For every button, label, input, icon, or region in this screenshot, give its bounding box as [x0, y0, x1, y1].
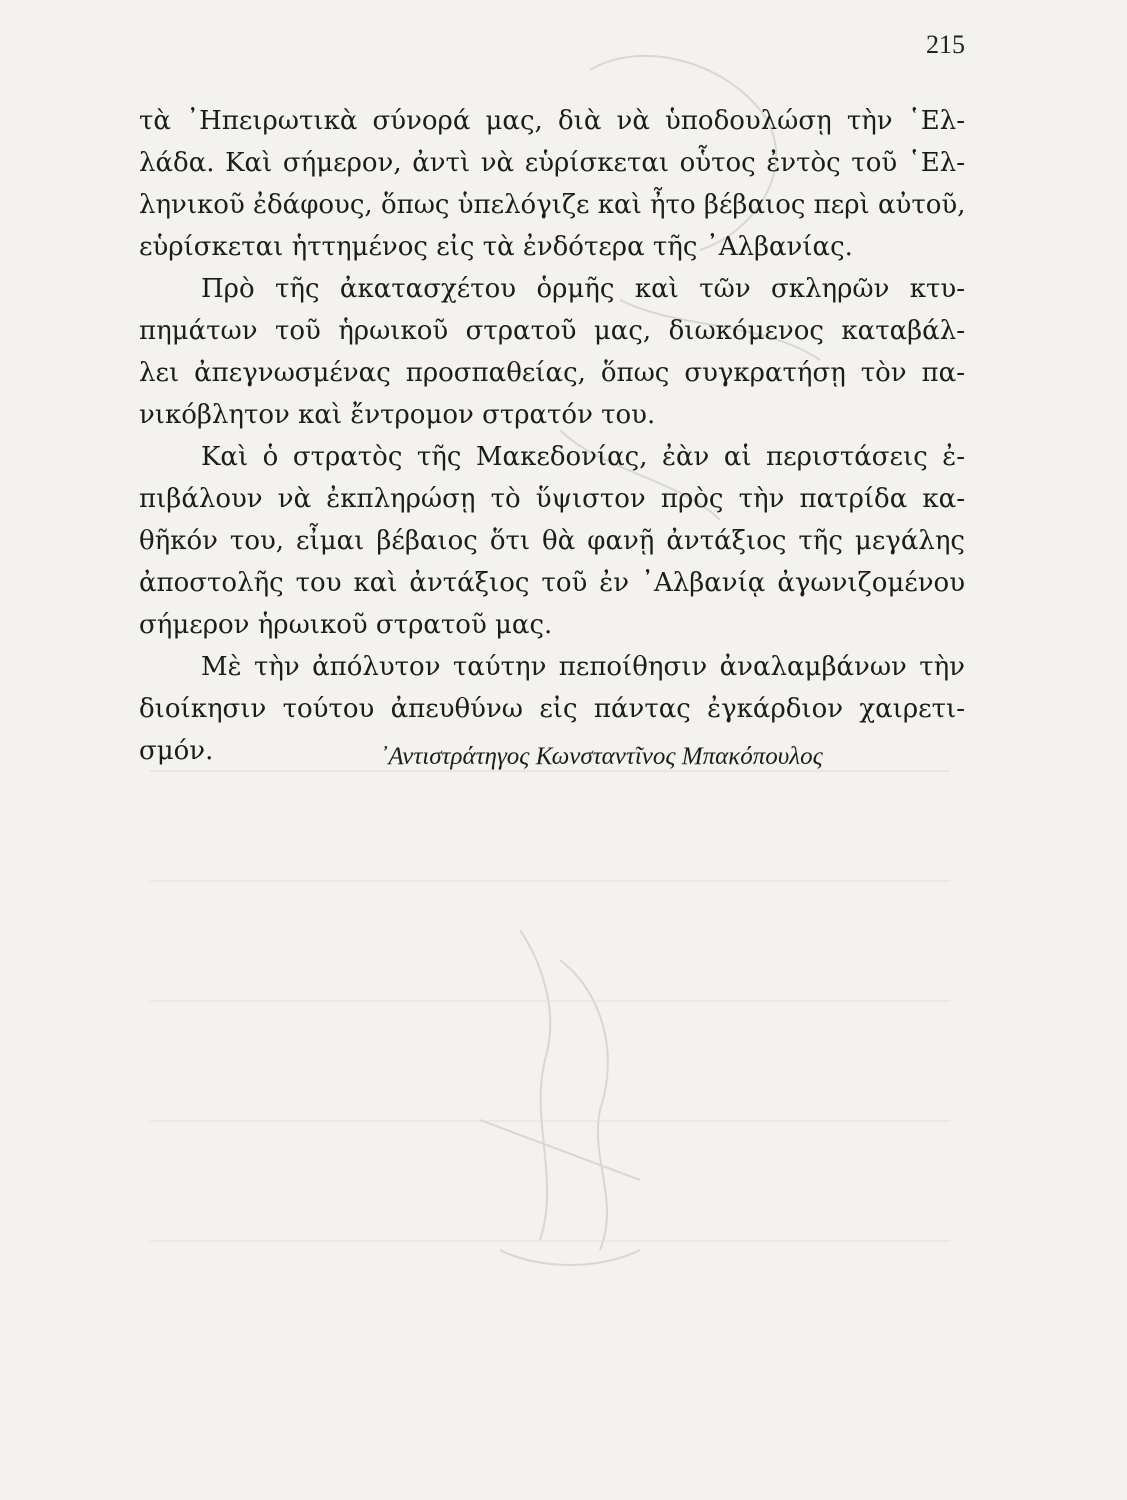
text-line: διοίκησιν τούτου ἀπευθύνω εἰς πάντας ἐγκάρδιον χαιρετι- — [139, 694, 965, 724]
text-line: σμόν. — [139, 736, 214, 766]
text-line: πιβάλουν νὰ ἐκπληρώσῃ τὸ ὕψιστον πρὸς τὴν πατρίδα κα- — [139, 484, 965, 514]
page-number: 215 — [926, 30, 965, 59]
signature-line: ᾿Αντιστράτηγος Κωνσταντῖνος Μπακόπουλος — [380, 743, 823, 770]
text-line: ἀποστολῆς του καὶ ἀντάξιος τοῦ ἐν ᾿Αλβανίᾳ ἀγωνιζομένου — [139, 568, 965, 598]
text-line: λάδα. Καὶ σήμερον, ἀντὶ νὰ εὑρίσκεται οὗτος ἐντὸς τοῦ ῾Ελ- — [139, 148, 965, 178]
text-line: Καὶ ὁ στρατὸς τῆς Μακεδονίας, ἐὰν αἱ περιστάσεις ἐ- — [201, 442, 965, 472]
text-line: τὰ ᾿Ηπειρωτικὰ σύνορά μας, διὰ νὰ ὑποδουλώσῃ τὴν ῾Ελ- — [139, 106, 965, 136]
text-line: Μὲ τὴν ἀπόλυτον ταύτην πεποίθησιν ἀναλαμβάνων τὴν — [201, 652, 965, 682]
text-line: νικόβλητον καὶ ἔντρομον στρατόν του. — [139, 400, 656, 430]
text-line: θῆκόν του, εἶμαι βέβαιος ὅτι θὰ φανῇ ἀντάξιος τῆς μεγάλης — [139, 526, 965, 556]
text-line: εὑρίσκεται ἡττημένος εἰς τὰ ἐνδότερα τῆς ᾿Αλβανίας. — [139, 232, 853, 262]
text-line: λει ἀπεγνωσμένας προσπαθείας, ὅπως συγκρατήσῃ τὸν πα- — [139, 358, 965, 388]
text-line: πημάτων τοῦ ἡρωικοῦ στρατοῦ μας, διωκόμενος καταβάλ- — [139, 316, 965, 346]
text-line: σήμερον ἡρωικοῦ στρατοῦ μας. — [139, 610, 553, 640]
text-line: ληνικοῦ ἐδάφους, ὅπως ὑπελόγιζε καὶ ἦτο βέβαιος περὶ αὐτοῦ, — [139, 190, 966, 220]
text-line: Πρὸ τῆς ἀκατασχέτου ὁρμῆς καὶ τῶν σκληρῶν κτυ- — [201, 274, 965, 304]
